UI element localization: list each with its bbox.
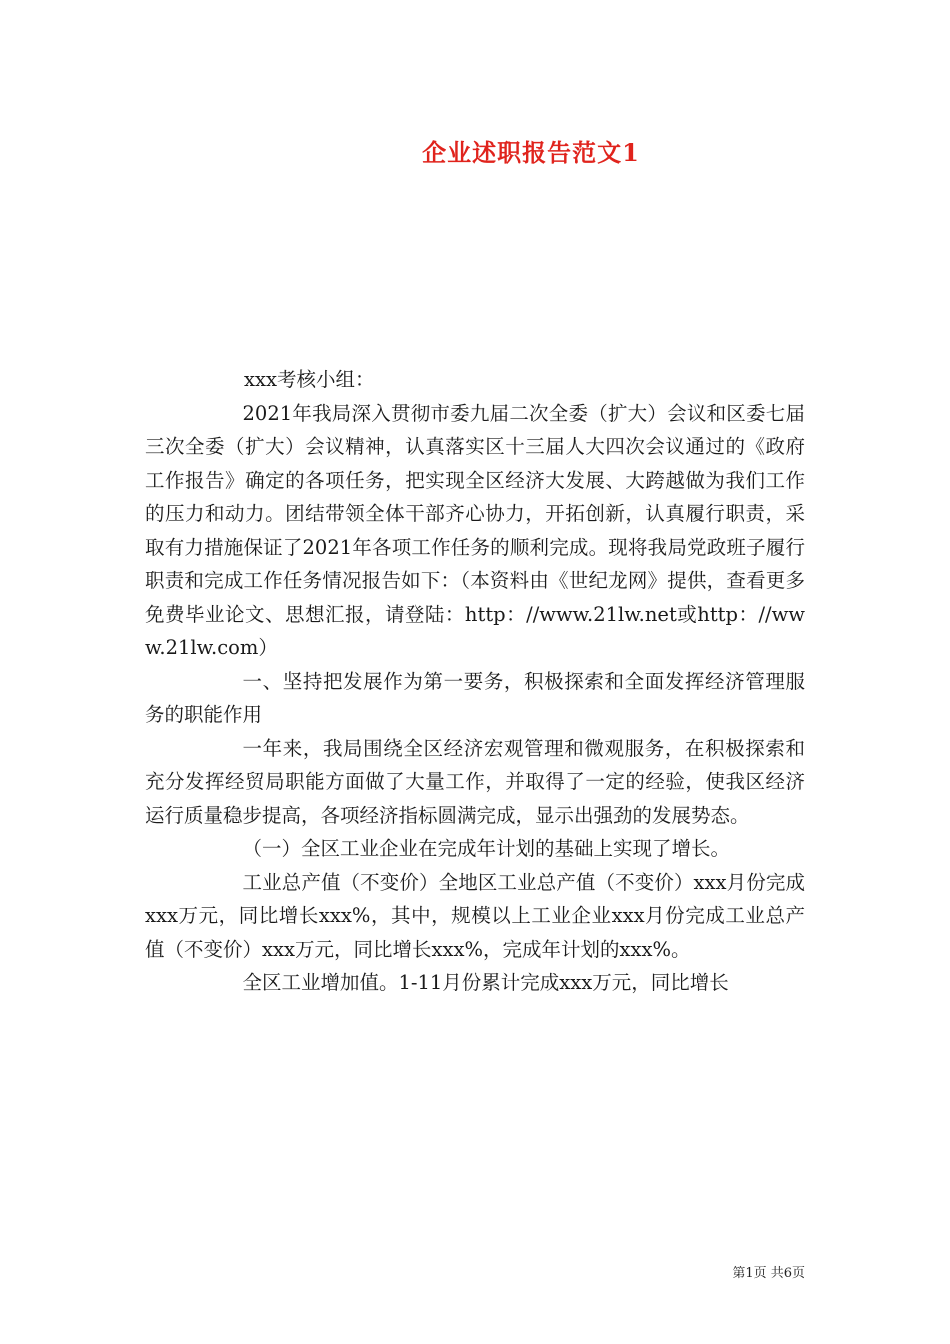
salutation: xxx考核小组：	[244, 368, 375, 391]
added-value-paragraph: 全区工业增加值。1-11月份累计完成xxx万元，同比增长	[242, 971, 729, 994]
section-heading-1: 一、坚持把发展作为第一要务，积极探索和全面发挥经济管理服务的职能作用	[145, 669, 805, 726]
section-1-paragraph: 一年来，我局围绕全区经济宏观管理和微观服务，在积极探索和充分发挥经贸局职能方面做了大量工作，并取得了一定的经验，使我区经济运行质量稳步提高，各项经济指标圆满完成，显示出强劲的发展势态。	[145, 736, 805, 827]
subsection-heading-1: （一）全区工业企业在完成年计划的基础上实现了增长。	[242, 837, 731, 860]
document-title: 企业述职报告范文1	[422, 138, 640, 167]
page-number: 第1页 共6页	[732, 1266, 805, 1281]
document-body	[145, 363, 805, 1000]
output-value-paragraph: 工业总产值（不变价）全地区工业总产值（不变价）xxx月份完成xxx万元，同比增长xxx%，其中，规模以上工业企业xxx月份完成工业总产值（不变价）xxx万元，同比增长xxx%，完成年计划的xxx%。	[145, 870, 805, 961]
intro-paragraph: 2021年我局深入贯彻市委九届二次全委（扩大）会议和区委七届三次全委（扩大）会议精神，认真落实区十三届人大四次会议通过的《政府工作报告》确定的各项任务，把实现全区经济大发展、大跨越做为我们工作的压力和动力。团结带领全体干部齐心协力，开拓创新，认真履行职责，采取有力措施保证了2021年各项工作任务的顺利完成。现将我局党政班子履行职责和完成工作任务情况报告如下：（本资料由《世纪龙网》提供，查看更多免费毕业论文、思想汇报，请登陆：http：//www.21lw.net或http：//www.21lw.com）	[145, 401, 805, 659]
